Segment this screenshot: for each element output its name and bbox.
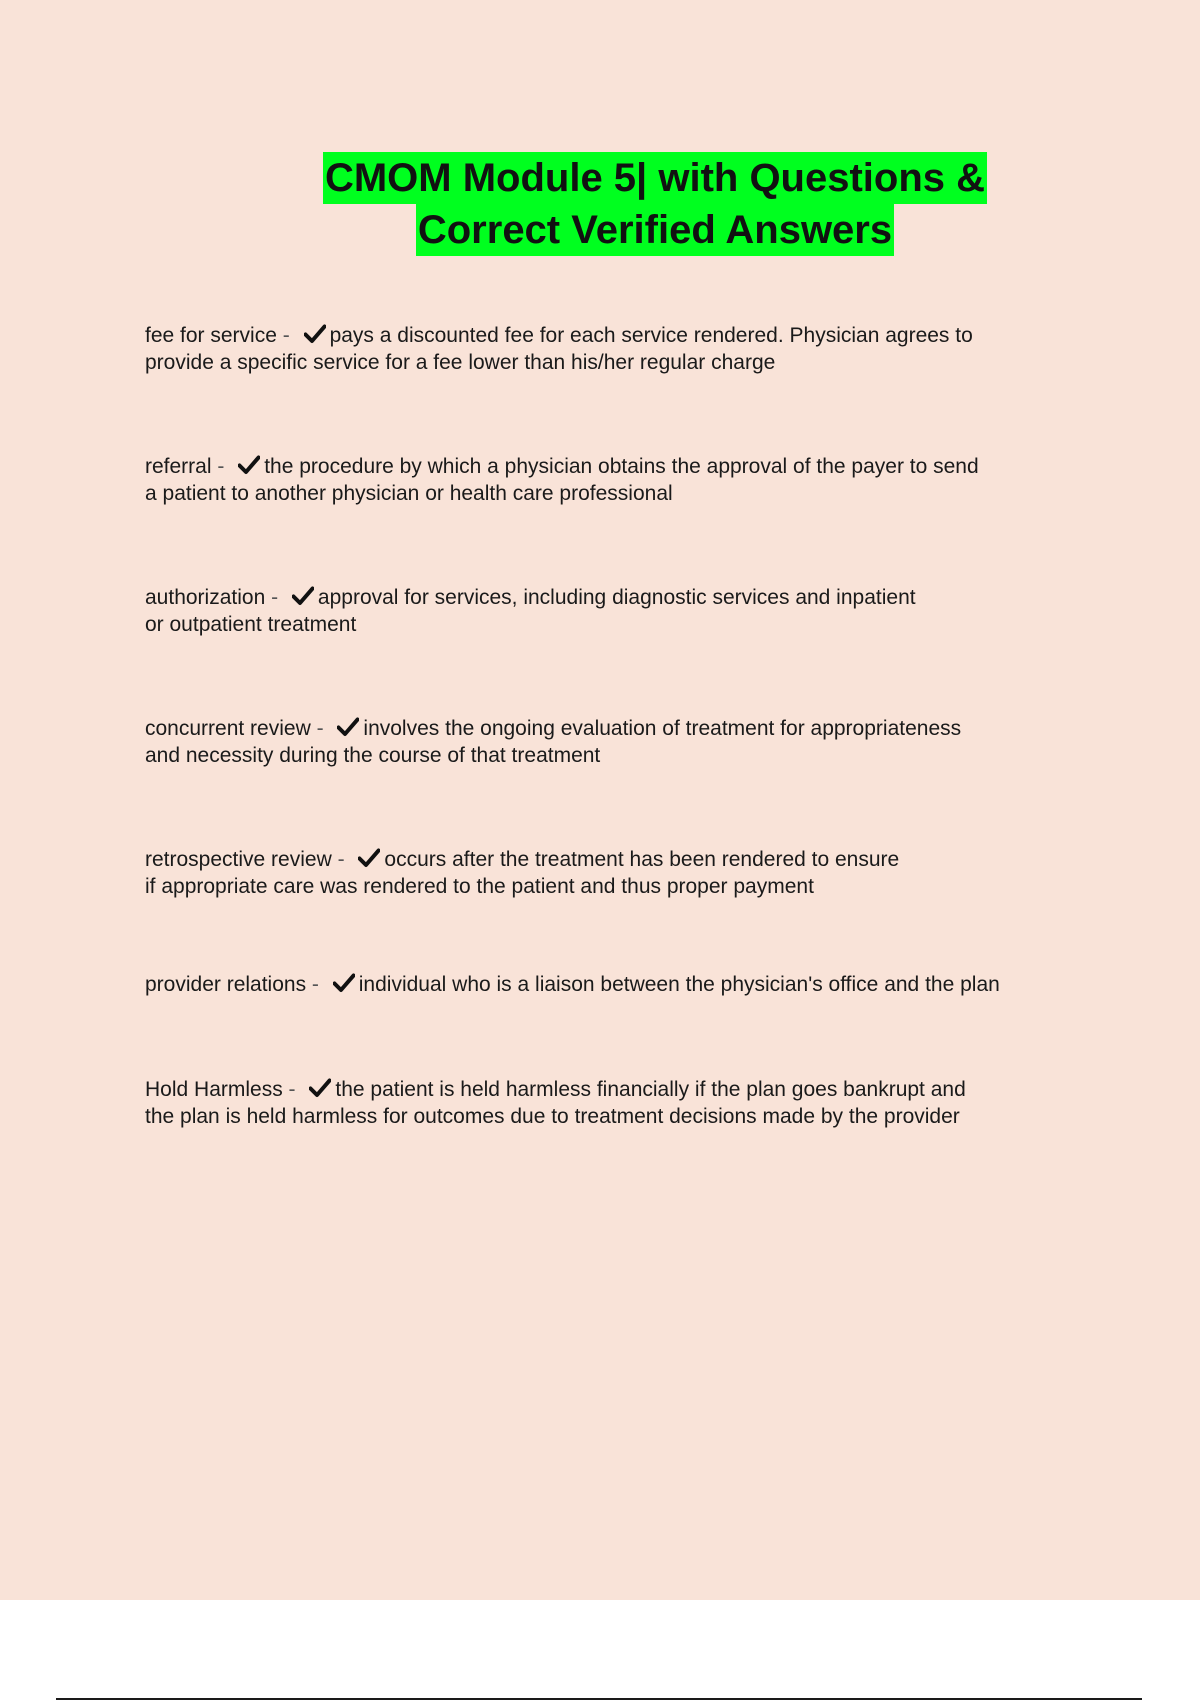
checkmark-icon: [333, 973, 355, 993]
qa-item-retrospective-review: [145, 846, 1075, 900]
qa-separator: -: [265, 586, 284, 609]
qa-answer-line-2: if appropriate care was rendered to the patient and thus proper payment: [145, 875, 814, 898]
qa-answer-line-1: the patient is held harmless financially if the plan goes bankrupt and: [335, 1078, 966, 1101]
qa-answer-line-1: occurs after the treatment has been rendered to ensure: [384, 848, 900, 871]
qa-answer-line-2: or outpatient treatment: [145, 613, 357, 636]
title-line-1: CMOM Module 5| with Questions &: [323, 152, 987, 204]
title-line-2: Correct Verified Answers: [416, 204, 894, 256]
qa-separator: -: [276, 324, 296, 347]
qa-item-fee-for-service: [145, 322, 1075, 376]
qa-separator: -: [310, 717, 330, 740]
qa-answer-line-1: individual who is a liaison between the physician's office and the plan: [358, 973, 1000, 996]
qa-item-provider-relations: [145, 971, 1075, 998]
qa-separator: -: [331, 848, 351, 871]
qa-answer-line-1: involves the ongoing evaluation of treatment for appropriateness: [363, 717, 962, 740]
qa-term: Hold Harmless: [145, 1078, 283, 1101]
qa-term: concurrent review: [145, 717, 311, 740]
qa-term: referral: [145, 455, 212, 478]
qa-separator: -: [282, 1078, 302, 1101]
qa-term: retrospective review: [145, 848, 332, 871]
checkmark-icon: [292, 586, 314, 606]
qa-answer-line-1: pays a discounted fee for each service rendered. Physician agrees to: [329, 324, 973, 347]
checkmark-icon: [238, 455, 260, 475]
qa-term: provider relations: [145, 973, 307, 996]
document-title: [0, 152, 1200, 256]
qa-separator: -: [306, 973, 325, 996]
qa-answer-line-2: and necessity during the course of that treatment: [145, 744, 601, 767]
checkmark-icon: [358, 848, 380, 868]
qa-item-referral: [145, 453, 1075, 507]
qa-answer-line-2: provide a specific service for a fee lower than his/her regular charge: [145, 351, 776, 374]
qa-answer-line-2: a patient to another physician or health care professional: [145, 482, 673, 505]
qa-item-concurrent-review: [145, 715, 1075, 769]
qa-answer-line-1: approval for services, including diagnostic services and inpatient: [317, 586, 916, 609]
qa-answer-line-2: the plan is held harmless for outcomes due to treatment decisions made by the provider: [145, 1105, 960, 1128]
qa-term: authorization: [145, 586, 266, 609]
qa-separator: -: [211, 455, 231, 478]
checkmark-icon: [304, 324, 326, 344]
checkmark-icon: [337, 717, 359, 737]
qa-item-hold-harmless: [145, 1076, 1075, 1130]
qa-item-authorization: [145, 584, 1075, 638]
qa-term: fee for service: [145, 324, 277, 347]
checkmark-icon: [309, 1078, 331, 1098]
qa-answer-line-1: the procedure by which a physician obtains the approval of the payer to send: [264, 455, 979, 478]
